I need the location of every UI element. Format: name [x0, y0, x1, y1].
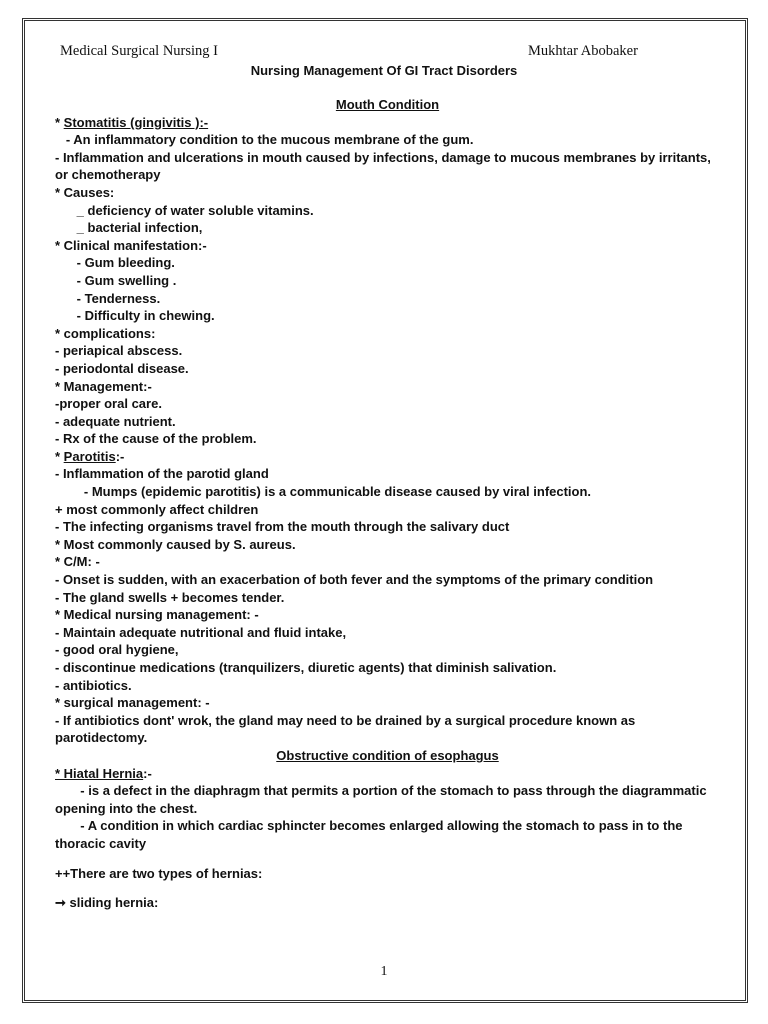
text-line: - discontinue medications (tranquilizers, diuretic agents) that diminish salivation.: [55, 660, 557, 675]
text-line: ++There are two types of hernias:: [55, 865, 263, 881]
stomatitis-heading: * Stomatitis (gingivitis ):-: [55, 114, 209, 130]
text-line: * Most commonly caused by S. aureus.: [55, 536, 296, 552]
page-number: 1: [380, 964, 388, 979]
text-line: - Difficulty in chewing.: [55, 308, 215, 324]
section-heading-mouth: Mouth Condition: [335, 97, 440, 112]
text-line: - Gum bleeding.: [55, 255, 175, 271]
text-line: - An inflammatory condition to the mucous membrane of the gum.: [55, 132, 474, 148]
text-line: - Tenderness.: [55, 290, 161, 306]
text-line: - A condition in which cardiac sphincter becomes enlarged allowing the stomach to pass in to the thoracic cavity: [55, 818, 687, 851]
spacer: [55, 853, 720, 865]
text-line: * C/M: -: [55, 554, 100, 570]
text-line: * Management:-: [55, 378, 152, 394]
text-line: _ bacterial infection,: [55, 220, 203, 236]
page-header: [60, 43, 660, 61]
text-line: * complications:: [55, 325, 156, 341]
parotitis-heading: * Parotitis:-: [55, 448, 125, 464]
text-line: - periodontal disease.: [55, 360, 189, 376]
text-line: - The gland swells + becomes tender.: [55, 589, 285, 605]
document-body: [55, 96, 720, 912]
text-line: * surgical management: -: [55, 695, 210, 711]
text-line: * Clinical manifestation:-: [55, 237, 207, 253]
text-line: - If antibiotics dont' wrok, the gland may need to be drained by a surgical procedure known as parotidectomy.: [55, 712, 636, 746]
text-line: + most commonly affect children: [55, 501, 259, 517]
spacer: [55, 882, 720, 894]
text-line: - good oral hygiene,: [55, 642, 179, 658]
text-line: * Medical nursing management: -: [55, 607, 259, 623]
text-line: - Rx of the cause of the problem.: [55, 431, 257, 447]
document-title: Nursing Management Of GI Tract Disorders: [250, 63, 518, 78]
text-line: - Onset is sudden, with an exacerbation of both fever and the symptoms of the primary condition: [55, 572, 654, 588]
text-line: - Inflammation and ulcerations in mouth caused by infections, damage to mucous membranes by irritants, or chemotherapy: [55, 149, 711, 183]
text-line: - Inflammation of the parotid gland: [55, 466, 269, 482]
text-line: - antibiotics.: [55, 677, 132, 693]
text-line: - is a defect in the diaphragm that permits a portion of the stomach to pass through the diagrammatic opening into the chest.: [55, 783, 711, 816]
course-title: Medical Surgical Nursing I: [60, 43, 218, 59]
text-line: -proper oral care.: [55, 396, 162, 412]
text-line: _ deficiency of water soluble vitamins.: [55, 202, 314, 218]
text-line: - Gum swelling .: [55, 272, 177, 288]
text-line: * Causes:: [55, 184, 115, 200]
text-line: ➞ sliding hernia:: [55, 895, 159, 911]
section-heading-esophagus: Obstructive condition of esophagus: [276, 747, 499, 763]
hiatal-hernia-heading: * Hiatal Hernia:-: [55, 765, 152, 781]
author-name: Mukhtar Abobaker: [528, 43, 638, 59]
text-line: - The infecting organisms travel from the mouth through the salivary duct: [55, 519, 510, 535]
text-line: - periapical abscess.: [55, 343, 183, 359]
text-line: - adequate nutrient.: [55, 413, 176, 429]
text-line: - Maintain adequate nutritional and fluid intake,: [55, 624, 347, 640]
text-line: - Mumps (epidemic parotitis) is a communicable disease caused by viral infection.: [55, 484, 592, 500]
